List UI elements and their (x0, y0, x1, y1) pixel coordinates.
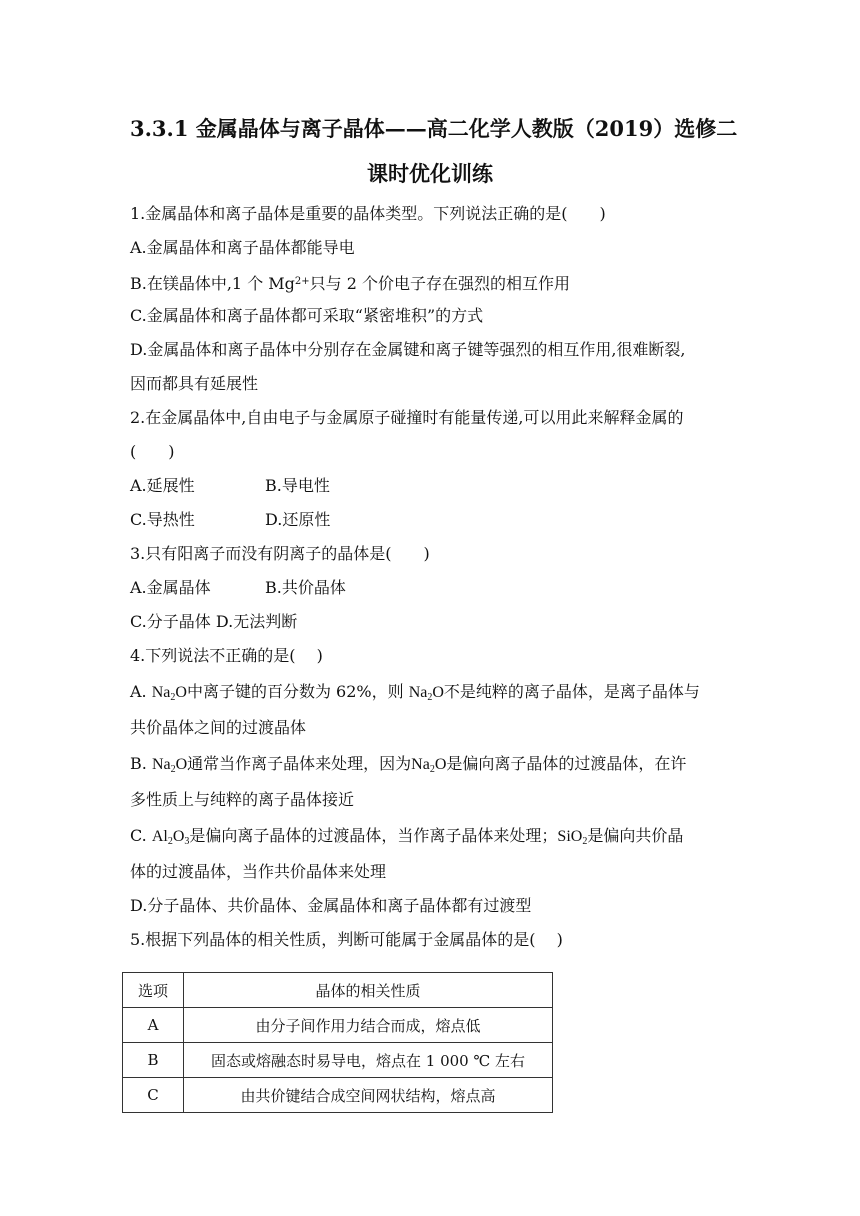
q3-options-cd: C.分子晶体 D.无法判断 (130, 612, 298, 631)
table-row (123, 1043, 553, 1078)
q3-option-b: B.共价晶体 (265, 578, 346, 597)
q4-option-b: B. $Na_2O$通常当作离子晶体来处理，因为$Na_2O$是偏向离子晶体的过渡晶体，在许 (130, 754, 687, 775)
table-cell-option: B (123, 1043, 184, 1078)
formula-sio2: SiO$_2$ (557, 828, 588, 847)
q2-options-ab (130, 469, 730, 503)
q4-option-c-line2: 体的过渡晶体，当作共价晶体来处理 (130, 862, 387, 881)
q2-option-c: C.导热性 (130, 510, 195, 529)
q1-option-a: A.金属晶体和离子晶体都能导电 (130, 238, 355, 257)
table-cell-property: 由共价键结合成空间网状结构，熔点高 (184, 1078, 553, 1113)
q4-stem: 4.下列说法不正确的是( ) (130, 646, 323, 665)
table-row (123, 1008, 553, 1043)
table-header-property: 晶体的相关性质 (184, 973, 553, 1008)
q1-option-d-line1: D.金属晶体和离子晶体中分别存在金属键和离子键等强烈的相互作用,很难断裂, (130, 340, 686, 359)
title-line-1: 3.3.1 金属晶体与离子晶体——高二化学人教版（2019）选修二 (130, 116, 738, 141)
table-header-row (123, 973, 553, 1008)
formula-al2o3: $Al_2O_3$ (151, 828, 190, 847)
question-list (130, 197, 730, 957)
q2-options-cd (130, 503, 730, 537)
q1-option-c: C.金属晶体和离子晶体都可采取“紧密堆积”的方式 (130, 306, 484, 325)
table-cell-option: C (123, 1078, 184, 1113)
q2-option-d: D.还原性 (265, 510, 331, 529)
table-cell-property: 固态或熔融态时易导电，熔点在 1 000 ℃ 左右 (184, 1043, 553, 1078)
table-header-option: 选项 (123, 973, 184, 1008)
formula-na2o: $Na_2O$ (411, 756, 447, 775)
table-cell-option: A (123, 1008, 184, 1043)
q4-option-d: D.分子晶体、共价晶体、金属晶体和离子晶体都有过渡型 (130, 896, 532, 915)
q5-table (122, 972, 553, 1113)
title-line-2: 课时优化训练 (367, 161, 493, 186)
formula-na2o: $Na_2O$ (151, 684, 187, 703)
q4-option-a-line2: 共价晶体之间的过渡晶体 (130, 718, 307, 737)
q4-option-a: A. $Na_2O$中离子键的百分数为 62%，则 $Na_2O$不是纯粹的离子晶体，是离子晶体与 (130, 682, 700, 703)
q4-option-c: C. $Al_2O_3$是偏向离子晶体的过渡晶体，当作离子晶体来处理；SiO$_2$是偏向共价晶 (130, 826, 684, 847)
q1-option-b: B.在镁晶体中,1 个 $Mg^{2+}$只与 2 个价电子存在强烈的相互作用 (130, 274, 571, 293)
q3-option-a: A.金属晶体 (130, 578, 211, 597)
document-title (130, 106, 738, 196)
q3-stem: 3.只有阳离子而没有阴离子的晶体是( ) (130, 544, 430, 563)
q4-option-b-line2: 多性质上与纯粹的离子晶体接近 (130, 790, 355, 809)
table-cell-property: 由分子间作用力结合而成，熔点低 (184, 1008, 553, 1043)
q3-options-ab (130, 571, 730, 605)
formula-na2o: $Na_2O$ (151, 756, 188, 775)
q1-option-d-line2: 因而都具有延展性 (130, 374, 259, 393)
q2-stem-line2: ( ) (130, 442, 175, 461)
q2-option-b: B.导电性 (265, 476, 330, 495)
q2-stem-line1: 2.在金属晶体中,自由电子与金属原子碰撞时有能量传递,可以用此来解释金属的 (130, 408, 684, 427)
q2-option-a: A.延展性 (130, 476, 195, 495)
q1-stem: 1.金属晶体和离子晶体是重要的晶体类型。下列说法正确的是( ) (130, 204, 606, 223)
charge-superscript: 2+ (294, 276, 310, 287)
q5-stem: 5.根据下列晶体的相关性质，判断可能属于金属晶体的是( ) (130, 930, 563, 949)
formula-na2o: $Na_2O$ (408, 684, 444, 703)
table-row (123, 1078, 553, 1113)
